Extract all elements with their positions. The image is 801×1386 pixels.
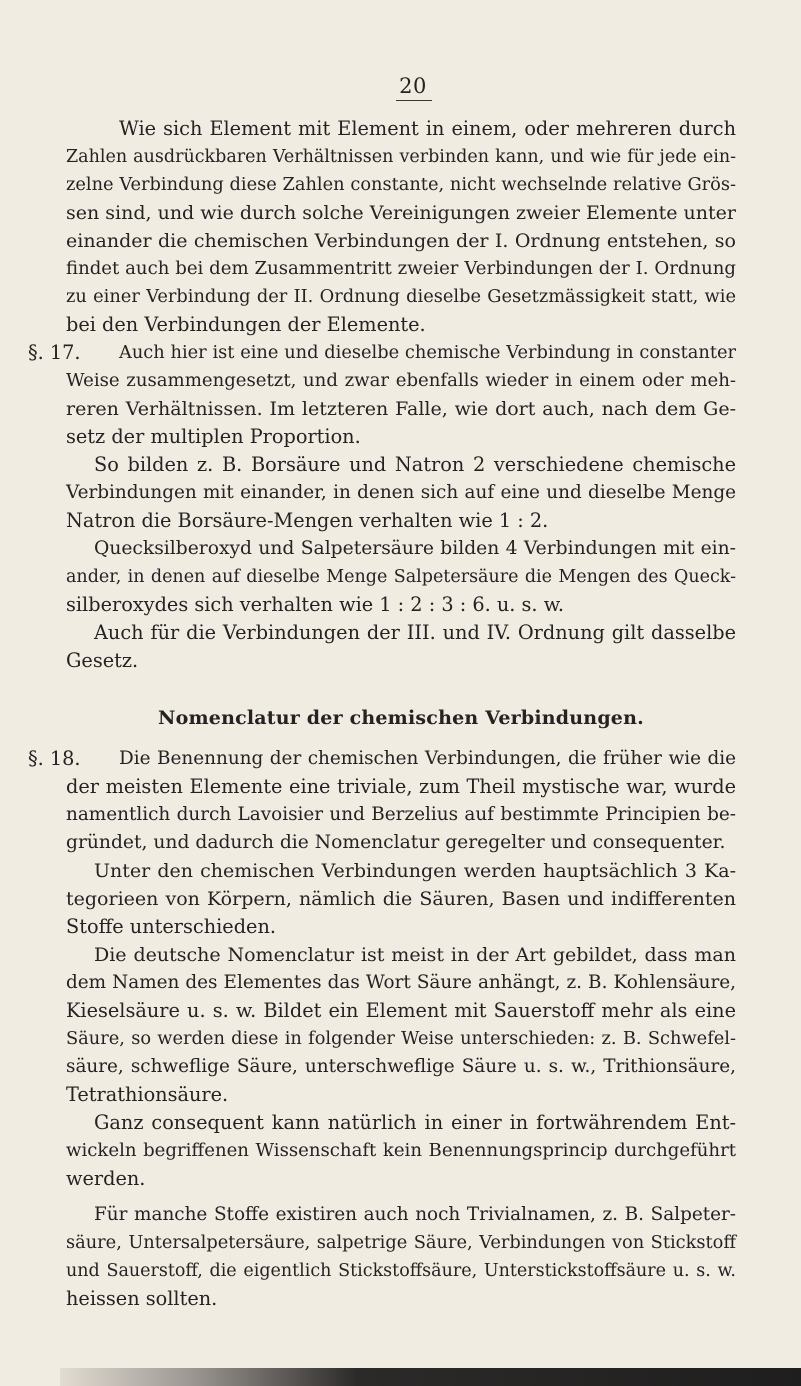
section-heading: Nomenclatur der chemischen Verbindungen. — [158, 707, 644, 729]
text-line: Zahlen ausdrückbaren Verhältnissen verbinden kann, und wie für jede ein- — [66, 147, 736, 167]
text-line: namentlich durch Lavoisier und Berzelius auf bestimmte Principien be- — [66, 804, 736, 825]
text-line: reren Verhältnissen. Im letzteren Falle, wie dort auch, nach dem Ge- — [66, 398, 736, 420]
section-number: §. 18. — [28, 747, 81, 770]
text-line: Quecksilberoxyd und Salpetersäure bilden 4 Verbindungen mit ein- — [94, 538, 736, 559]
text-line: Die deutsche Nomenclatur ist meist in der Art gebildet, dass man — [94, 944, 736, 966]
text-line: Für manche Stoffe existiren auch noch Trivialnamen, z. B. Salpeter- — [94, 1204, 736, 1225]
text-line: der meisten Elemente eine triviale, zum Theil mystische war, wurde — [66, 775, 736, 798]
text-line: findet auch bei dem Zusammentritt zweier Verbindungen der I. Ordnung — [66, 258, 736, 279]
text-line: Gesetz. — [66, 649, 139, 672]
text-line: Tetrathionsäure. — [66, 1083, 229, 1106]
text-line: ander, in denen auf dieselbe Menge Salpetersäure die Mengen des Queck- — [66, 567, 736, 587]
text-line: säure, Untersalpetersäure, salpetrige Säure, Verbindungen von Stickstoff — [66, 1232, 736, 1253]
text-line: heissen sollten. — [66, 1287, 218, 1310]
text-line: sen sind, und wie durch solche Vereinigungen zweier Elemente unter — [66, 202, 736, 224]
page-number-underline — [396, 100, 432, 101]
text-line: bei den Verbindungen der Elemente. — [66, 313, 426, 336]
text-line: Auch hier ist eine und dieselbe chemische Verbindung in constanter — [119, 342, 736, 363]
text-line: Auch für die Verbindungen der III. und IV. Ordnung gilt dasselbe — [94, 621, 736, 644]
text-line: gründet, und dadurch die Nomenclatur geregelter und consequenter. — [66, 832, 726, 853]
text-line: dem Namen des Elementes das Wort Säure anhängt, z. B. Kohlensäure, — [66, 972, 736, 993]
text-line: tegorieen von Körpern, nämlich die Säuren, Basen und indifferenten — [66, 888, 736, 910]
text-line: So bilden z. B. Borsäure und Natron 2 verschiedene chemische — [94, 453, 736, 476]
scan-edge-shadow — [60, 1368, 801, 1386]
text-line: setz der multiplen Proportion. — [66, 425, 361, 448]
text-line: einander die chemischen Verbindungen der I. Ordnung entstehen, so — [66, 230, 736, 252]
text-line: Säure, so werden diese in folgender Weise unterschieden: z. B. Schwefel- — [66, 1028, 736, 1049]
text-line: zelne Verbindung diese Zahlen constante, nicht wechselnde relative Grös- — [66, 174, 736, 195]
text-line: Kieselsäure u. s. w. Bildet ein Element mit Sauerstoff mehr als eine — [66, 999, 736, 1022]
text-line: Wie sich Element mit Element in einem, oder mehreren durch — [119, 117, 736, 140]
text-line: Weise zusammengesetzt, und zwar ebenfalls wieder in einem oder meh- — [66, 370, 736, 391]
section-number: §. 17. — [28, 341, 81, 364]
text-line: wickeln begriffenen Wissenschaft kein Benennungsprincip durchgeführt — [66, 1140, 736, 1161]
text-line: Natron die Borsäure-Mengen verhalten wie 1 : 2. — [66, 509, 549, 532]
text-line: und Sauerstoff, die eigentlich Stickstoffsäure, Unterstickstoffsäure u. s. w. — [66, 1261, 736, 1281]
text-line: werden. — [66, 1167, 146, 1190]
text-line: Stoffe unterschieden. — [66, 915, 277, 938]
text-line: Die Benennung der chemischen Verbindungen, die früher wie die — [119, 748, 736, 769]
text-line: zu einer Verbindung der II. Ordnung dieselbe Gesetzmässigkeit statt, wie — [66, 286, 736, 307]
text-line: säure, schweflige Säure, unterschweflige Säure u. s. w., Trithionsäure, — [66, 1056, 736, 1077]
text-line: Ganz consequent kann natürlich in einer in fortwährendem Ent- — [94, 1111, 736, 1134]
page-number: 20 — [399, 74, 427, 98]
text-line: silberoxydes sich verhalten wie 1 : 2 : 3 : 6. u. s. w. — [66, 593, 565, 616]
text-line: Verbindungen mit einander, in denen sich auf eine und dieselbe Menge — [66, 482, 736, 503]
text-line: Unter den chemischen Verbindungen werden hauptsächlich 3 Ka- — [94, 860, 736, 882]
